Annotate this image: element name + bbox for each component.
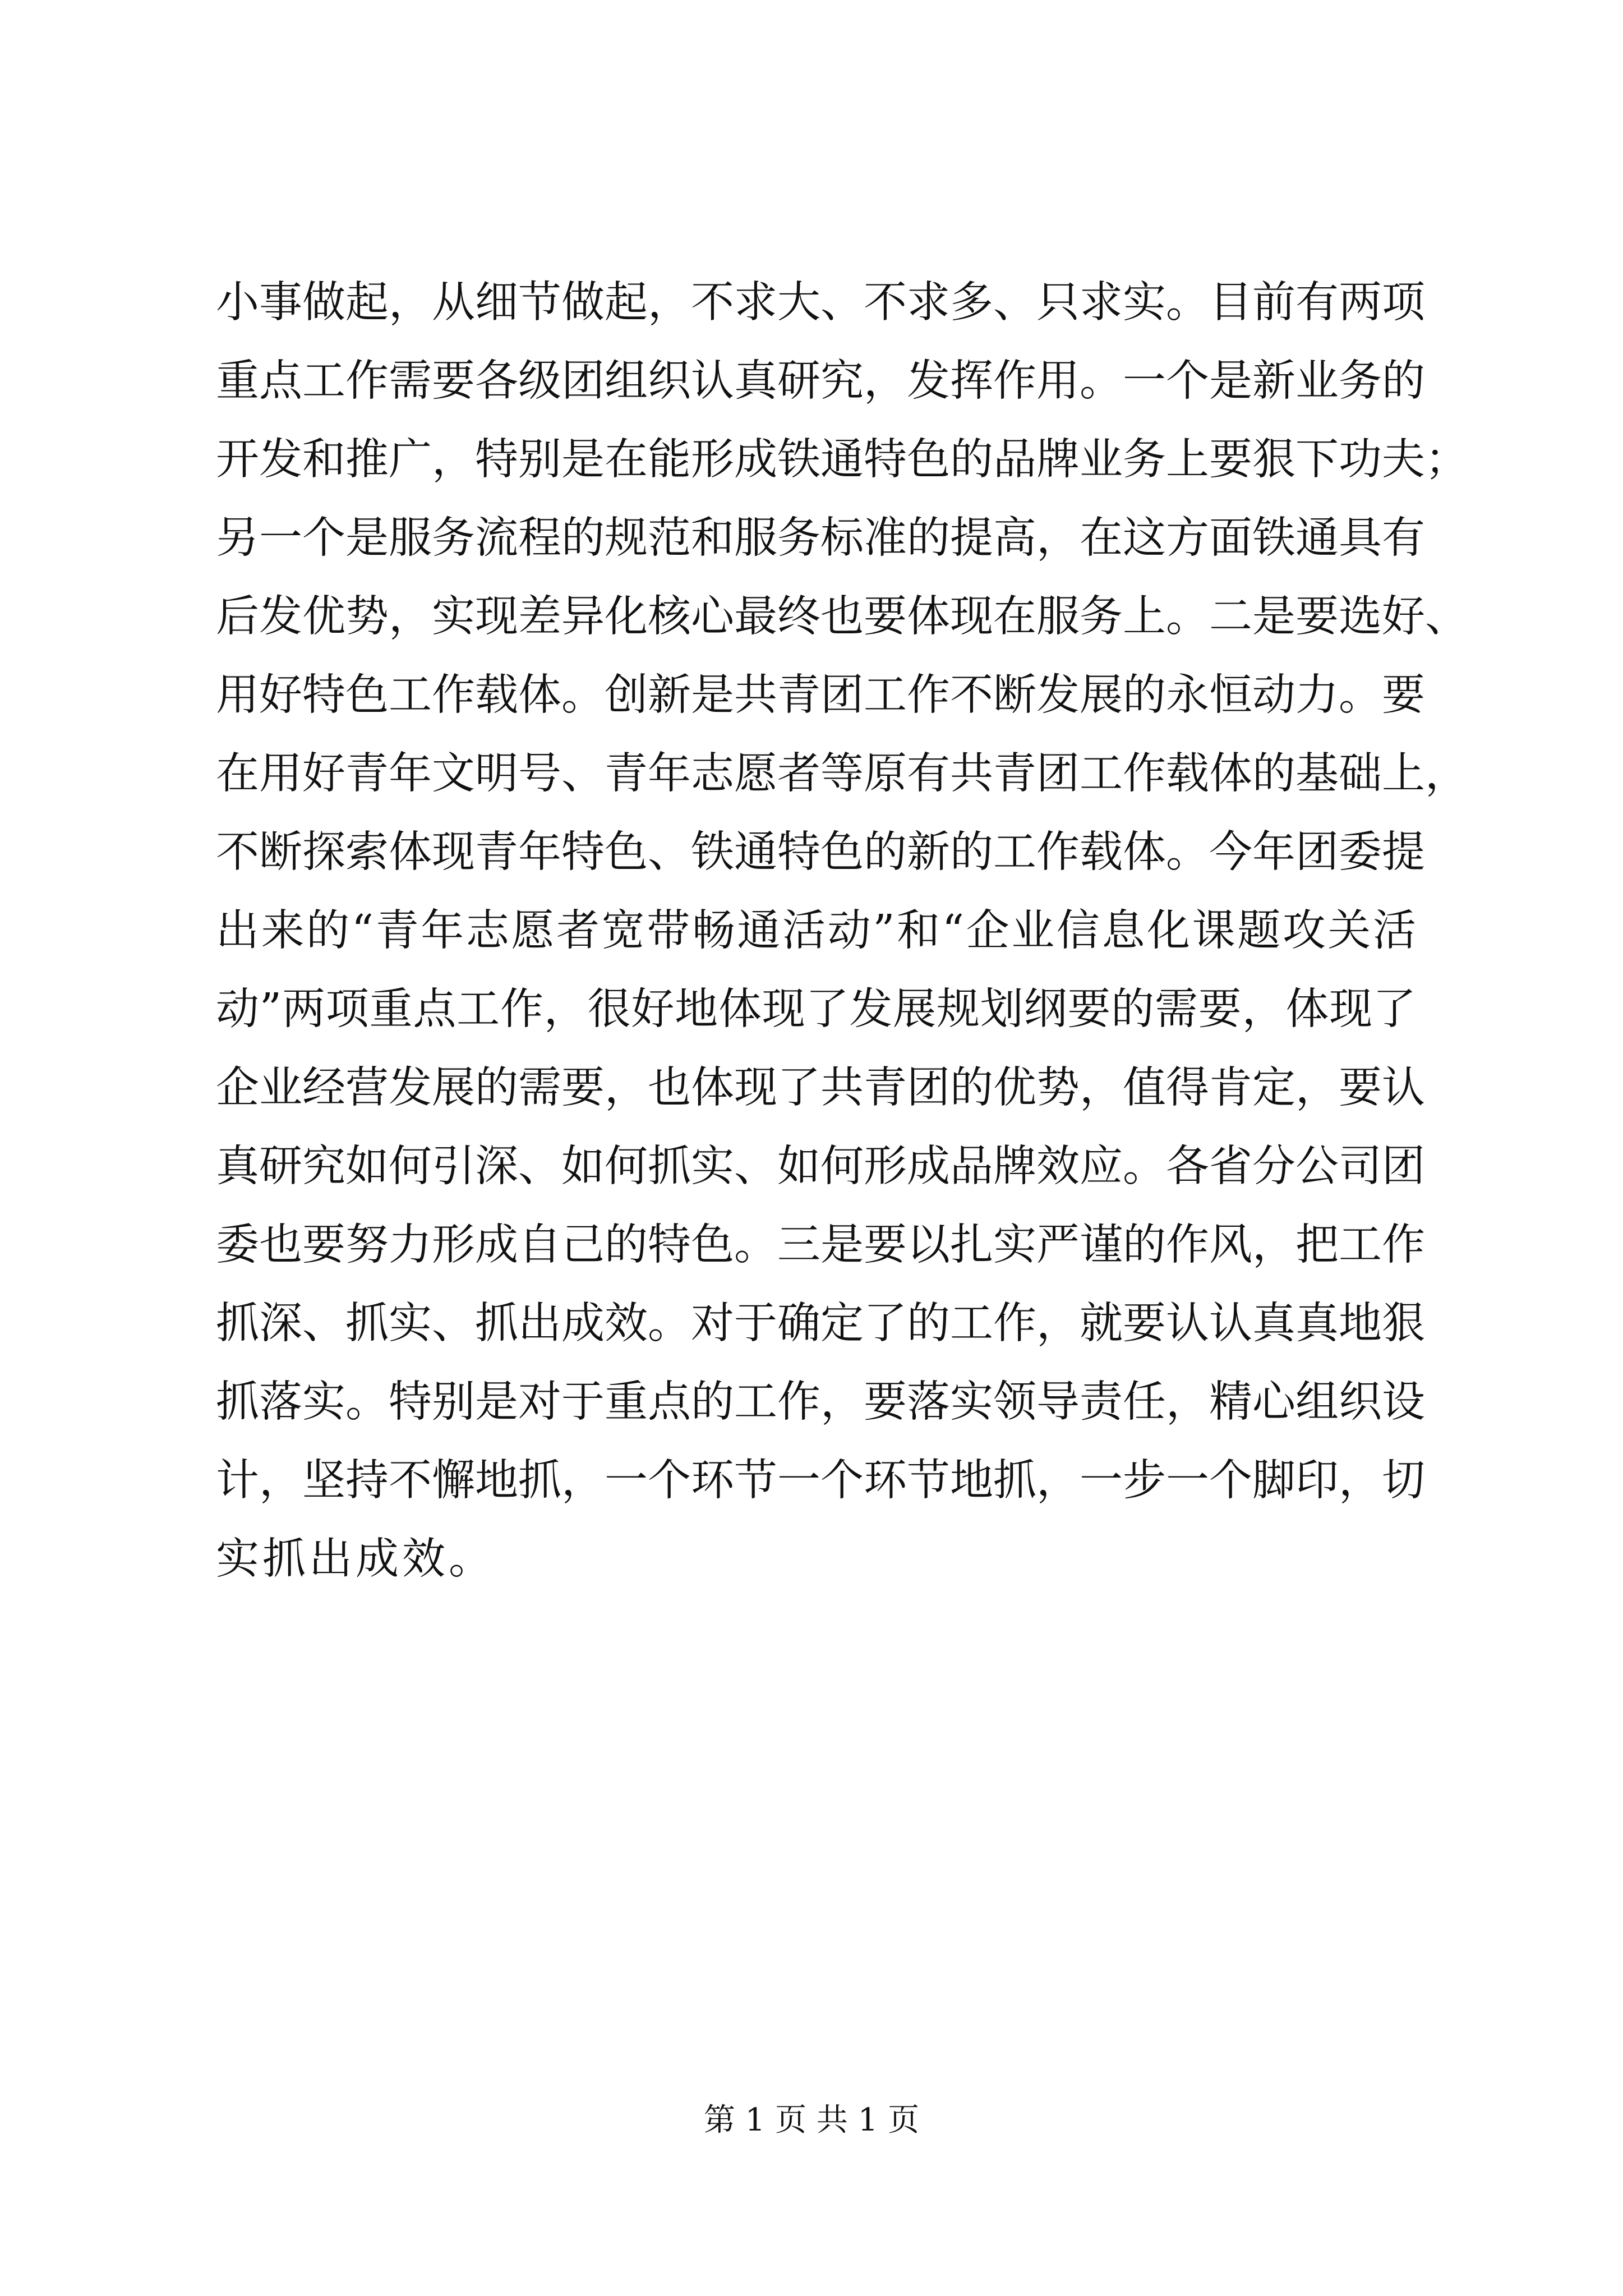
text-line-2: 重点工作需要各级团组织认真研究，发挥作用。一个是新业务的 [216,356,1425,406]
text-line-9: 出来的“青年志愿者宽带畅通活动”和“企业信息化课题攻关活 [216,906,1416,956]
text-line-4: 另一个是服务流程的规范和服务标准的提高，在这方面铁通具有 [216,513,1425,563]
text-line-12: 真研究如何引深、如何抓实、如何形成品牌效应。各省分公司团 [216,1142,1425,1191]
text-line-17: 实抓出成效。 [216,1534,495,1584]
text-line-8: 不断探索体现青年特色、铁通特色的新的工作载体。今年团委提 [216,827,1425,877]
text-line-16: 计，坚持不懈地抓，一个环节一个环节地抓，一步一个脚印，切 [216,1456,1425,1506]
text-line-5: 后发优势，实现差异化核心最终也要体现在服务上。二是要选好、 [216,592,1468,642]
text-line-14: 抓深、抓实、抓出成效。对于确定了的工作，就要认认真真地狠 [216,1299,1425,1349]
text-line-11: 企业经营发展的需要，也体现了共青团的优势，值得肯定，要认 [216,1063,1425,1113]
text-line-3: 开发和推广，特别是在能形成铁通特色的品牌业务上要狠下功夫； [216,435,1468,485]
text-line-13: 委也要努力形成自己的特色。三是要以扎实严谨的作风，把工作 [216,1220,1425,1270]
text-line-10: 动”两项重点工作，很好地体现了发展规划纲要的需要，体现了 [216,984,1416,1034]
page-number-footer: 第 1 页 共 1 页 [703,2102,920,2138]
text-line-1: 小事做起，从细节做起，不求大、不求多、只求实。目前有两项 [216,278,1425,328]
text-line-6: 用好特色工作载体。创新是共青团工作不断发展的永恒动力。要 [216,670,1425,720]
text-line-15: 抓落实。特别是对于重点的工作，要落实领导责任，精心组织设 [216,1377,1425,1427]
text-line-7: 在用好青年文明号、青年志愿者等原有共青团工作载体的基础上， [216,749,1468,799]
